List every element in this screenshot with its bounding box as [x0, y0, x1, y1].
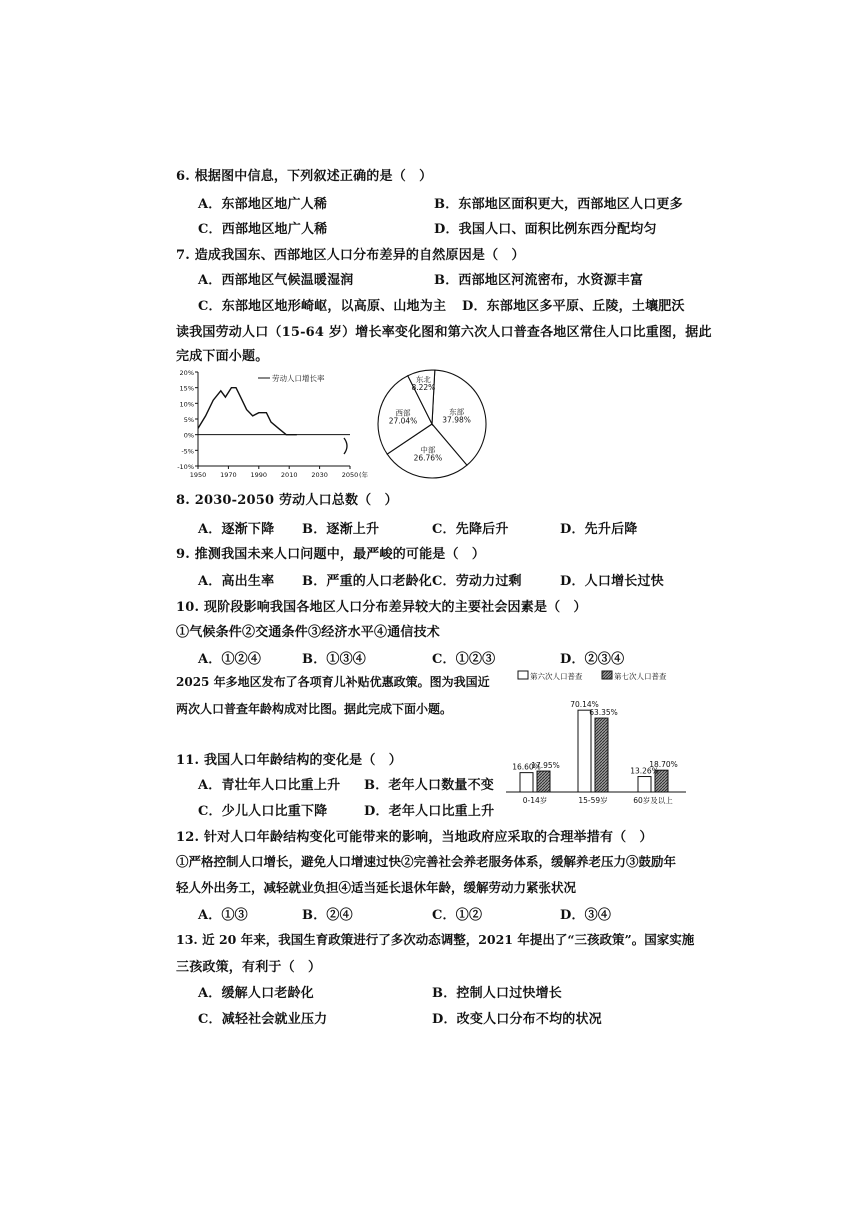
q13-option-d[interactable]: D．改变人口分布不均的状况: [432, 1012, 602, 1027]
q7-option-c[interactable]: C．东部地区地形崎岖，以高原、山地为主: [198, 299, 447, 314]
x-tick-label: 1970: [220, 471, 237, 479]
q12-option-b[interactable]: B．②④: [302, 908, 353, 923]
q12-option-c[interactable]: C．①②: [432, 908, 483, 923]
q11-stem: 11. 我国人口年龄结构的变化是（ ）: [176, 753, 402, 768]
x-tick-label: 60岁及以上: [633, 796, 673, 805]
population-share-pie-chart: [374, 366, 490, 482]
bar-census6-2: [638, 777, 651, 792]
q10-option-c[interactable]: C．①②③: [432, 652, 496, 667]
y-tick-label: 0%: [183, 431, 194, 440]
q12-stem: 12. 针对人口年龄结构变化可能带来的影响，当地政府应采取的合理举措有（ ）: [176, 830, 653, 845]
q12-sub2: 轻人外出务工，减轻就业负担④适当延长退休年龄，缓解劳动力紧张状况: [176, 880, 577, 895]
q8-option-c[interactable]: C．先降后升: [432, 522, 509, 537]
bar-value-census6-2: 13.26%: [630, 766, 659, 776]
y-tick-label: 20%: [179, 369, 194, 377]
bracket-mark: [344, 438, 347, 454]
bar-census6-1: [578, 710, 591, 792]
q13-stem-line1: 13. 近 20 年来，我国生育政策进行了多次动态调整，2021 年提出了“三孩政策”。国家实施: [176, 932, 695, 947]
legend-label-census7: 第七次人口普查: [614, 672, 667, 681]
q6-option-c[interactable]: C．西部地区地广人稀: [198, 222, 328, 237]
legend-swatch-census7: [602, 671, 612, 679]
q8-option-b[interactable]: B．逐渐上升: [302, 522, 380, 537]
bar-value-census6-1: 70.14%: [570, 700, 599, 710]
bar-census7-1: [595, 718, 608, 792]
q6-option-a[interactable]: A．东部地区地广人稀: [198, 197, 328, 212]
bar-value-census6-0: 16.60%: [512, 762, 541, 772]
q12-option-a[interactable]: A．①③: [198, 908, 248, 923]
q8-option-a[interactable]: A．逐渐下降: [198, 522, 275, 537]
q11-option-b[interactable]: B．老年人口数量不变: [364, 778, 494, 793]
q8-option-d[interactable]: D．先升后降: [560, 522, 638, 537]
y-tick-label: -5%: [181, 447, 194, 456]
y-tick-label: 5%: [183, 416, 194, 424]
q10-stem: 10. 现阶段影响我国各地区人口分布差异较大的主要社会因素是（ ）: [176, 600, 587, 615]
age-structure-bar-chart: [506, 668, 692, 810]
q12-option-d[interactable]: D．③④: [560, 908, 612, 923]
q10-option-b[interactable]: B．①③④: [302, 652, 366, 667]
q9-stem: 9. 推测我国未来人口问题中，最严峻的可能是（ ）: [176, 547, 486, 562]
q8-stem: 8. 2030-2050 劳动人口总数（ ）: [176, 493, 398, 508]
x-tick-label: 0-14岁: [522, 796, 548, 805]
legend-label: 劳动人口增长率: [272, 374, 325, 383]
x-tick-label: 1990: [250, 471, 268, 479]
pie-value-east: 37.98%: [442, 415, 471, 425]
q9-option-d[interactable]: D．人口增长过快: [560, 574, 664, 589]
pie-label-northeast: 东北: [415, 374, 431, 384]
q13-option-b[interactable]: B．控制人口过快增长: [432, 986, 562, 1001]
pie-value-west: 27.04%: [388, 416, 418, 426]
pie-value-central: 26.76%: [413, 453, 443, 463]
intro1-line2: 完成下面小题。: [176, 349, 269, 364]
x-tick-label: 2050: [341, 471, 359, 479]
x-tick-label: 1950: [189, 471, 207, 479]
bar-value-census7-1: 63.35%: [589, 708, 618, 718]
q13-stem-line2: 三孩政策，有利于（ ）: [176, 960, 322, 975]
pie-label-east: 东部: [449, 407, 465, 417]
intro2-line1: 2025 年多地区发布了各项育儿补贴优惠政策。图为我国近: [176, 675, 490, 689]
q9-option-c[interactable]: C．劳动力过剩: [432, 574, 522, 589]
y-tick-label: 15%: [179, 384, 194, 393]
y-tick-label: 10%: [179, 400, 194, 409]
pie-label-west: 西部: [395, 408, 411, 418]
q10-sub: ①气候条件②交通条件③经济水平④通信技术: [176, 625, 441, 640]
pie-value-northeast: 8.22%: [411, 382, 436, 392]
y-tick-label: -10%: [177, 463, 194, 471]
q13-option-a[interactable]: A．缓解人口老龄化: [198, 986, 314, 1001]
q13-option-c[interactable]: C．减轻社会就业压力: [198, 1012, 328, 1027]
bar-value-census7-2: 18.70%: [649, 760, 678, 770]
q11-option-c[interactable]: C．少儿人口比重下降: [198, 804, 328, 819]
q10-option-a[interactable]: A．①②④: [198, 652, 262, 667]
q9-option-a[interactable]: A．高出生率: [198, 574, 275, 589]
x-unit-label: (年: [359, 471, 369, 479]
bar-census7-0: [537, 771, 550, 792]
pie-label-central: 中部: [420, 445, 436, 455]
intro2-line2: 两次人口普查年龄构成对比图。据此完成下面小题。: [176, 702, 453, 716]
q12-sub1: ①严格控制人口增长，避免人口增速过快②完善社会养老服务体系，缓解养老压力③鼓励年: [176, 854, 677, 869]
q6-option-d[interactable]: D．我国人口、面积比例东西分配均匀: [434, 222, 657, 237]
q11-option-d[interactable]: D．老年人口比重上升: [364, 804, 495, 819]
legend-label-census6: 第六次人口普查: [530, 672, 583, 681]
q7-option-b[interactable]: B．西部地区河流密布，水资源丰富: [434, 273, 644, 288]
q11-option-a[interactable]: A．青壮年人口比重上升: [198, 778, 341, 793]
x-tick-label: 15-59岁: [578, 796, 608, 805]
bar-value-census7-0: 17.95%: [531, 761, 560, 771]
q10-option-d[interactable]: D．②③④: [560, 652, 625, 667]
x-tick-label: 2030: [311, 471, 328, 479]
labor-growth-line-chart: [172, 366, 372, 482]
x-tick-label: 2010: [280, 471, 298, 479]
q6-option-b[interactable]: B．东部地区面积更大，西部地区人口更多: [434, 197, 683, 212]
q7-stem: 7. 造成我国东、西部地区人口分布差异的自然原因是（ ）: [176, 248, 525, 263]
intro1-line1: 读我国劳动人口（15-64 岁）增长率变化图和第六次人口普查各地区常住人口比重图，据此: [176, 325, 712, 340]
q7-option-a[interactable]: A．西部地区气候温暖湿润: [198, 273, 354, 288]
q6-stem: 6. 根据图中信息，下列叙述正确的是（ ）: [176, 169, 433, 184]
labor-growth-series-line: [198, 388, 297, 435]
q7-option-d[interactable]: D．东部地区多平原、丘陵，土壤肥沃: [462, 299, 685, 314]
q9-option-b[interactable]: B．严重的人口老龄化: [302, 574, 432, 589]
legend-swatch-census6: [518, 671, 528, 679]
bar-census6-0: [520, 773, 533, 792]
